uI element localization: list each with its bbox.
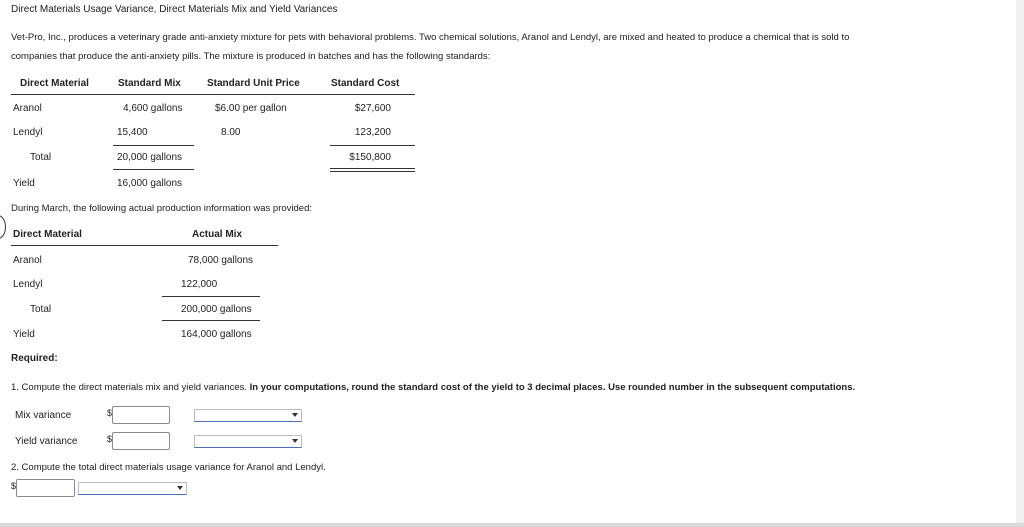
- header-standard-unit-price: Standard Unit Price: [207, 78, 300, 89]
- actual-total-mix: 200,000 gallons: [181, 304, 252, 315]
- question-1: [11, 382, 855, 393]
- question-1-instruction: In your computations, round the standard cost of the yield to 3 decimal places. Use rounded number in the subsequent computations.: [249, 382, 856, 393]
- question-1-text: 1. Compute the direct materials mix and yield variances.: [11, 382, 248, 393]
- header-rule: [11, 94, 415, 95]
- row-aranol-cost: $27,600: [354, 103, 391, 114]
- mix-variance-currency: $: [107, 408, 113, 418]
- mix-variance-select[interactable]: [194, 409, 302, 422]
- header-direct-material: Direct Material: [20, 78, 89, 89]
- intro-line-2: companies that produce the anti-anxiety pills. The mixture is produced in batches and has the following standards:: [11, 51, 491, 62]
- actual-header-rule: [11, 245, 278, 246]
- mix-total-rule: [113, 169, 194, 170]
- total-label: Total: [30, 152, 52, 163]
- page-right-edge: [1016, 0, 1024, 527]
- row-lendyl-material: Lendyl: [13, 127, 43, 138]
- page-title: Direct Materials Usage Variance, Direct Materials Mix and Yield Variances: [11, 4, 338, 15]
- actual-aranol-mix: 78,000 gallons: [188, 255, 254, 266]
- yield-variance-currency: $: [107, 434, 113, 444]
- yield-label: Yield: [13, 178, 35, 189]
- row-aranol-material: Aranol: [13, 103, 42, 114]
- actual-header-material: Direct Material: [13, 229, 82, 240]
- yield-mix: 16,000 gallons: [117, 178, 183, 189]
- actual-lendyl-material: Lendyl: [13, 279, 43, 290]
- cost-subtotal-rule: [330, 145, 415, 146]
- usage-variance-currency: $: [11, 481, 17, 491]
- actual-total-label: Total: [30, 304, 52, 315]
- question-2: 2. Compute the total direct materials usage variance for Aranol and Lendyl.: [11, 462, 326, 473]
- required-heading: Required:: [11, 353, 58, 364]
- header-standard-cost: Standard Cost: [331, 78, 400, 89]
- actual-subtotal-rule: [162, 296, 260, 297]
- actual-aranol-material: Aranol: [13, 255, 42, 266]
- chevron-down-icon: [292, 413, 298, 417]
- actual-yield-mix: 164,000 gallons: [181, 329, 252, 340]
- row-lendyl-price: 8.00: [221, 127, 241, 138]
- actual-intro: During March, the following actual production information was provided:: [11, 203, 312, 214]
- intro-line-1: Vet-Pro, Inc., produces a veterinary grade anti-anxiety mixture for pets with behavioral problems. Two chemical solutions, Aranol and Lendyl, are mixed and heated to produce a chemical that is sold to: [11, 32, 850, 43]
- mix-variance-input[interactable]: [112, 406, 170, 424]
- mix-subtotal-rule: [113, 145, 194, 146]
- total-mix: 20,000 gallons: [117, 152, 183, 163]
- total-cost: $150,800: [349, 152, 391, 163]
- chevron-down-icon: [177, 486, 183, 490]
- actual-lendyl-mix: 122,000: [181, 279, 218, 290]
- margin-marker: [0, 215, 6, 239]
- row-lendyl-cost: 123,200: [354, 127, 391, 138]
- row-lendyl-mix: 15,400: [117, 127, 148, 138]
- page-bottom-border: [0, 523, 1024, 527]
- actual-total-rule: [162, 320, 260, 321]
- row-aranol-price: $6.00 per gallon: [215, 103, 287, 114]
- mix-variance-label: Mix variance: [15, 410, 72, 421]
- usage-variance-input[interactable]: [16, 479, 75, 497]
- yield-variance-select[interactable]: [194, 435, 302, 448]
- header-standard-mix: Standard Mix: [118, 78, 181, 89]
- chevron-down-icon: [292, 439, 298, 443]
- yield-variance-input[interactable]: [112, 432, 170, 450]
- cost-double-rule: [330, 168, 415, 172]
- yield-variance-label: Yield variance: [15, 436, 78, 447]
- actual-header-mix: Actual Mix: [192, 229, 243, 240]
- usage-variance-select[interactable]: [78, 482, 187, 495]
- row-aranol-mix: 4,600 gallons: [123, 103, 183, 114]
- actual-yield-label: Yield: [13, 329, 35, 340]
